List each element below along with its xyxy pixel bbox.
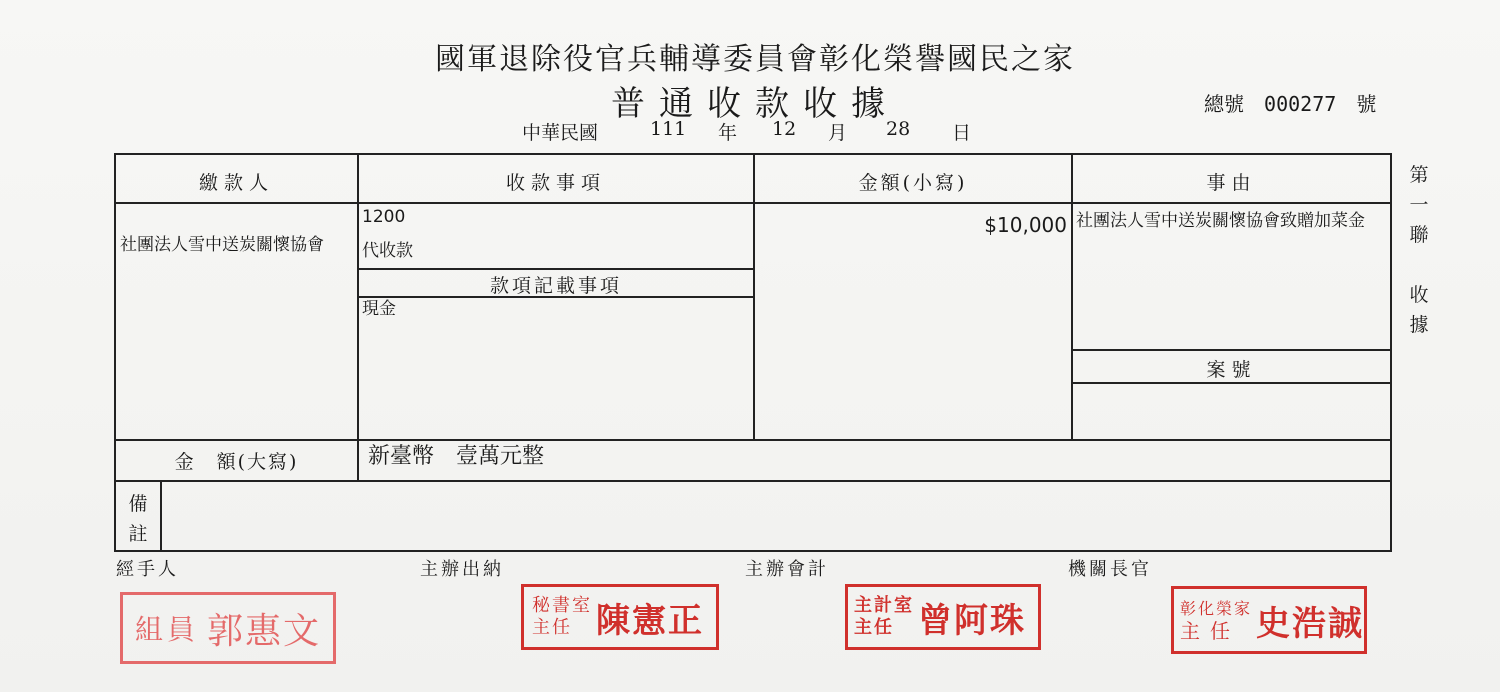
handler-stamp-title: 組員 bbox=[134, 613, 199, 646]
header-amount: 金額(小寫) bbox=[858, 172, 968, 194]
header-reason: 事由 bbox=[1206, 172, 1257, 194]
copy-label-char: 一 bbox=[1409, 194, 1429, 216]
divider bbox=[116, 202, 1390, 204]
remarks-char-2: 註 bbox=[128, 523, 148, 545]
cashier-stamp-name: 陳憲正 bbox=[596, 600, 704, 641]
divider bbox=[357, 439, 359, 480]
divider bbox=[116, 439, 1390, 441]
date-year-label: 年 bbox=[718, 122, 738, 144]
copy-label bbox=[1404, 160, 1434, 340]
divider bbox=[1071, 382, 1390, 384]
date-era: 中華民國 bbox=[522, 122, 599, 144]
header-record: 款項記載事項 bbox=[489, 275, 622, 297]
accounting-stamp-name: 曾阿珠 bbox=[918, 600, 1026, 641]
divider bbox=[357, 268, 753, 270]
accounting-label: 主辦會計 bbox=[745, 559, 829, 580]
header-item: 收款事項 bbox=[505, 172, 606, 194]
reason-value: 社團法人雪中送炭關懷協會致贈加菜金 bbox=[1076, 211, 1365, 231]
accounting-stamp-office: 主計室 bbox=[854, 595, 914, 616]
item-code: 1200 bbox=[362, 207, 406, 227]
serial-suffix: 號 bbox=[1356, 92, 1377, 116]
divider bbox=[1071, 155, 1073, 439]
cashier-label: 主辦出納 bbox=[420, 559, 504, 580]
copy-label-char: 第 bbox=[1409, 164, 1429, 186]
payer-value: 社團法人雪中送炭關懷協會 bbox=[120, 235, 324, 255]
accounting-stamp bbox=[845, 584, 1041, 650]
date-day-label: 日 bbox=[952, 122, 972, 144]
header-amount-words: 金 額(大寫) bbox=[174, 451, 299, 473]
accounting-stamp-role: 主任 bbox=[854, 617, 894, 638]
remarks-char-1: 備 bbox=[128, 493, 148, 515]
date-month-label: 月 bbox=[828, 122, 848, 144]
copy-label-char bbox=[1404, 250, 1434, 280]
divider bbox=[116, 480, 1390, 482]
cashier-stamp-small bbox=[532, 595, 592, 639]
accounting-stamp-small bbox=[854, 595, 914, 639]
header-payer: 繳款人 bbox=[198, 172, 274, 194]
divider bbox=[160, 480, 162, 552]
copy-label-char: 聯 bbox=[1409, 224, 1429, 246]
serial-label: 總號 bbox=[1204, 92, 1244, 116]
divider bbox=[753, 155, 755, 439]
chief-label: 機關長官 bbox=[1068, 559, 1152, 580]
header-case-no: 案號 bbox=[1206, 359, 1257, 381]
document-title: 普通收款收據 bbox=[611, 84, 899, 124]
cashier-stamp bbox=[521, 584, 719, 650]
handler-stamp-name: 郭惠文 bbox=[207, 610, 322, 652]
copy-label-char: 收 bbox=[1409, 284, 1429, 306]
amount-words-value: 新臺幣 壹萬元整 bbox=[368, 444, 545, 469]
date-year: 111 bbox=[650, 118, 687, 140]
chief-stamp-name: 史浩誠 bbox=[1256, 603, 1365, 644]
header-remarks bbox=[120, 489, 156, 549]
amount-value: $10,000 bbox=[984, 213, 1067, 237]
divider bbox=[1071, 349, 1390, 351]
chief-stamp-small bbox=[1180, 598, 1252, 642]
organization-title: 國軍退除役官兵輔導委員會彰化榮譽國民之家 bbox=[435, 42, 1075, 77]
cashier-stamp-role: 主任 bbox=[532, 617, 572, 638]
cashier-stamp-office: 秘書室 bbox=[532, 595, 592, 616]
chief-stamp bbox=[1171, 586, 1367, 654]
copy-label-char: 據 bbox=[1409, 314, 1429, 336]
item-desc: 代收款 bbox=[362, 241, 413, 261]
serial-value: 000277 bbox=[1264, 92, 1337, 116]
serial-number bbox=[1204, 88, 1384, 117]
handler-label: 經手人 bbox=[116, 559, 179, 580]
date-month: 12 bbox=[772, 118, 797, 140]
chief-stamp-role: 主任 bbox=[1180, 619, 1240, 643]
record-value: 現金 bbox=[362, 299, 396, 319]
receipt-table bbox=[114, 153, 1392, 552]
date-day: 28 bbox=[886, 118, 911, 140]
handler-stamp bbox=[120, 592, 336, 664]
chief-stamp-office: 彰化榮家 bbox=[1180, 599, 1253, 618]
